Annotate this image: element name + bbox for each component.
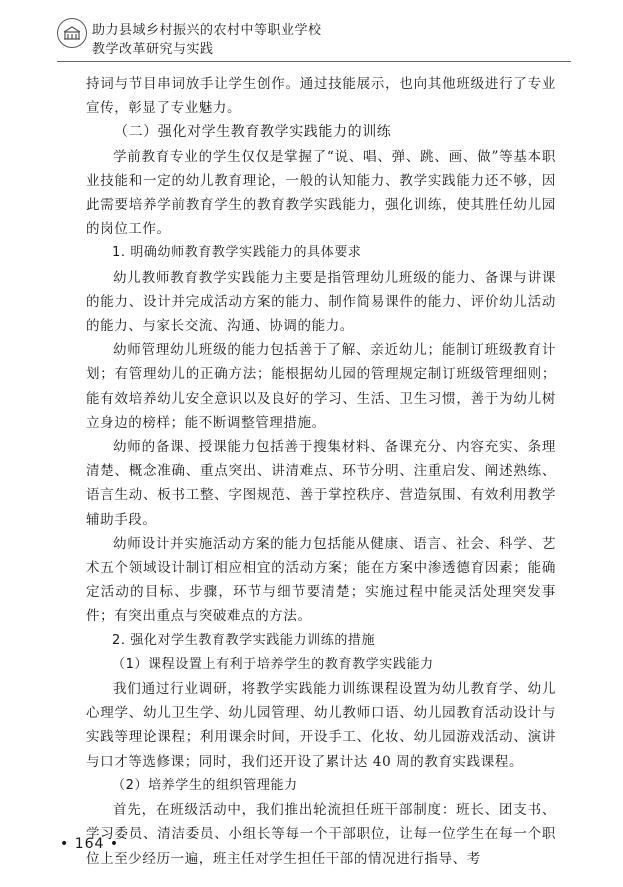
page-number: • 164 • <box>60 836 120 852</box>
school-logo-icon <box>57 18 87 48</box>
section-heading: （二）强化对学生教育教学实践能力的训练 <box>114 124 392 141</box>
subsubsection-heading: （2）培养学生的组织管理能力 <box>112 777 298 793</box>
subsection-heading: 2. 强化对学生教育教学实践能力训练的措施 <box>112 632 376 648</box>
paragraph: 我们通过行业调研，将教学实践能力训练课程设置为幼儿教育学、幼儿心理学、幼儿卫生学、幼儿园管理、幼儿教师口语、幼儿园教育活动设计与实践等理论课程；利用课余时间，开设手工、化妆、幼儿园游戏活动、演讲与口才等选修课；同时，我们还开设了累计达 40 周的教育实践课程。 <box>86 681 556 770</box>
paragraph: 首先，在班级活动中，我们推出轮流担任班干部制度：班长、团支书、学习委员、清洁委员、小组长等每一个干部职位，让每一位学生在每一个职位上至少经历一遍，班主任对学生担任干部的情况进行指导、考 <box>86 802 556 867</box>
paragraph: 幼儿教师教育教学实践能力主要是指管理幼儿班级的能力、备课与讲课的能力、设计并完成活动方案的能力、制作简易课件的能力、评价幼儿活动的能力、与家长交流、沟通、协调的能力。 <box>86 269 556 335</box>
paragraph: 幼师设计并实施活动方案的能力包括能从健康、语言、社会、科学、艺术五个领域设计制订相应相宜的活动方案；能在方案中渗透德育因素；能确定活动的目标、步骤，环节与细节要清楚；实施过程中能灵活处理突发事件；有突出重点与突破难点的方法。 <box>86 535 556 625</box>
paragraph: 幼师管理幼儿班级的能力包括善于了解、亲近幼儿；能制订班级教育计划；有管理幼儿的正确方法；能根据幼儿园的管理规定制订班级管理细则；能有效培养幼儿安全意识以及良好的学习、生活、卫生习惯，善于为幼儿树立身边的榜样；能不断调整管理措施。 <box>86 342 556 431</box>
paragraph-continuation: 持词与节目串词放手让学生创作。通过技能展示，也向其他班级进行了专业宣传，彰显了专业魅力。 <box>86 76 556 117</box>
running-header <box>0 0 623 70</box>
paragraph: 学前教育专业的学生仅仅是掌握了“说、唱、弹、跳、画、做”等基本职业技能和一定的幼儿教育理论，一般的认知能力、教学实践能力还不够，因此需要培养学前教育学生的教育教学实践能力，强化训练，使其胜任幼儿园的岗位工作。 <box>86 148 556 238</box>
paragraph: 幼师的备课、授课能力包括善于搜集材料、备课充分、内容充实、条理清楚、概念准确、重点突出、讲清难点、环节分明、注重启发、阐述熟练、语言生动、板书工整、字图规范、善于掌控秩序、营造氛围、有效利用教学辅助手段。 <box>86 439 556 528</box>
book-title-line1: 助力县域乡村振兴的农村中等职业学校 <box>92 23 322 38</box>
subsubsection-heading: （1）课程设置上有利于培养学生的教育教学实践能力 <box>112 656 434 672</box>
book-title-line2: 教学改革研究与实践 <box>92 42 214 57</box>
header-rule <box>57 61 571 62</box>
page-body <box>86 72 556 871</box>
subsection-heading: 1. 明确幼师教育教学实践能力的具体要求 <box>112 245 362 261</box>
